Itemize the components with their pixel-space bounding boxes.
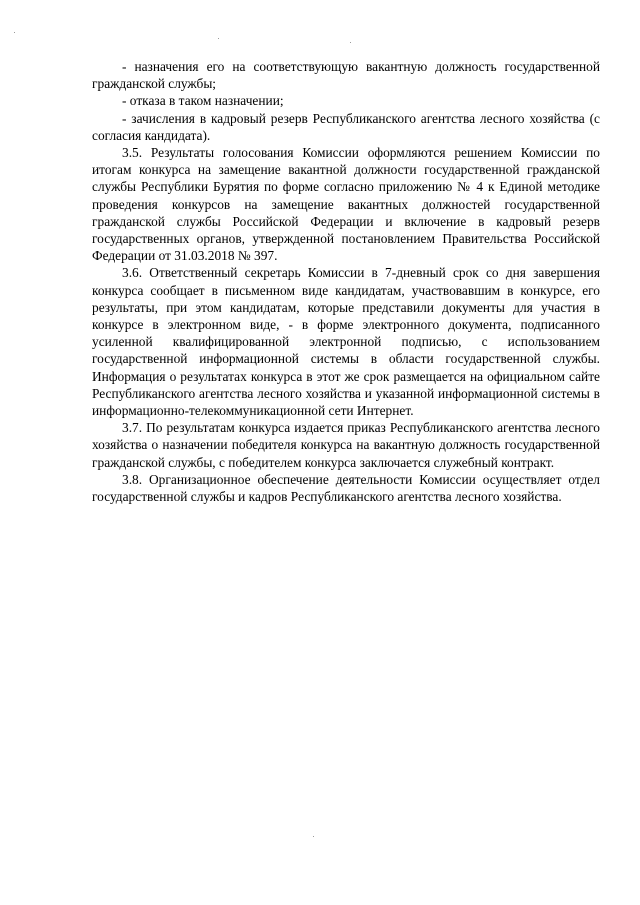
list-item-reserve: - зачисления в кадровый резерв Республиканского агентства лесного хозяйства (с согласия кандидата). bbox=[92, 110, 600, 143]
scan-speck bbox=[14, 32, 15, 33]
list-item-refusal: - отказа в таком назначении; bbox=[122, 93, 284, 109]
scan-speck bbox=[218, 38, 219, 39]
paragraph-3-8: 3.8. Организационное обеспечение деятельности Комиссии осуществляет отдел государственной службы и кадров Республиканского агентства лесного хозяйства. bbox=[92, 471, 600, 505]
scan-speck bbox=[350, 42, 351, 43]
document-body bbox=[92, 58, 600, 505]
paragraph-3-6: 3.6. Ответственный секретарь Комиссии в 7-дневный срок со дня завершения конкурса сообщает в письменном виде кандидатам, участвовавшим в конкурсе, его результаты, при этом кандидатам, которые представили документы для участия в конкурсе в электронном виде, - в форме электронного документа, подписанного усиленной квалифицированной электронной подписью, с использованием государственной информационной системы в области государственной службы. Информация о результатах конкурса в этот же срок размещается на официальном сайте Республиканского агентства лесного хозяйства и указанной информационной системы в информационно-телекоммуникационной сети Интернет. bbox=[92, 265, 600, 419]
paragraph-3-7: 3.7. По результатам конкурса издается приказ Республиканского агентства лесного хозяйства о назначении победителя конкурса на вакантную должность государственной гражданской службы, с победителем конкурса заключается служебный контракт. bbox=[92, 420, 600, 470]
scan-speck bbox=[313, 836, 314, 837]
paragraph-3-5: 3.5. Результаты голосования Комиссии оформляются решением Комиссии по итогам конкурса на замещение вакантной должности государственной гражданской службы Республики Бурятия по форме согласно приложению № 4 к Единой методике проведения конкурсов на замещение вакантных должностей государственной гражданской службы Российской Федерации и включение в кадровый резерв государственных органов, утвержденной постановлением Правительства Российской Федерации от 31.03.2018 № 397. bbox=[92, 145, 600, 264]
list-item-appointment: - назначения его на соответствующую вакантную должность государственной гражданской службы; bbox=[92, 59, 600, 92]
